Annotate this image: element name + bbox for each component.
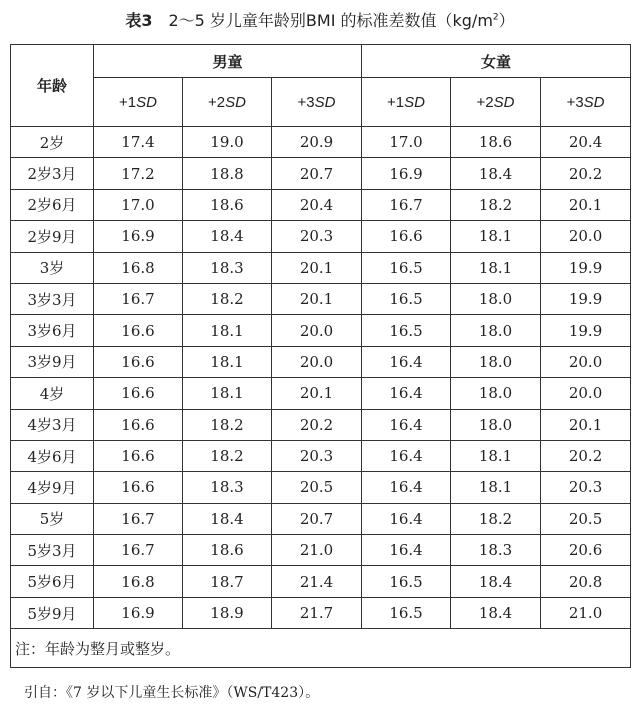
boys-header: 男童 xyxy=(94,45,362,78)
value-cell: 20.1 xyxy=(272,378,362,409)
value-cell: 20.5 xyxy=(541,503,631,534)
age-cell: 5岁3月 xyxy=(11,535,94,566)
value-cell: 16.6 xyxy=(362,221,451,252)
value-cell: 18.3 xyxy=(183,472,272,503)
sd-header: +2SD xyxy=(451,78,541,127)
value-cell: 16.6 xyxy=(94,315,183,346)
value-cell: 20.1 xyxy=(272,283,362,314)
value-cell: 20.2 xyxy=(272,409,362,440)
value-cell: 20.9 xyxy=(272,127,362,158)
age-cell: 5岁6月 xyxy=(11,566,94,597)
table-title xyxy=(0,8,640,31)
value-cell: 19.9 xyxy=(541,315,631,346)
table-row xyxy=(11,252,631,283)
table-row xyxy=(11,597,631,628)
age-cell: 5岁 xyxy=(11,503,94,534)
value-cell: 18.3 xyxy=(451,535,541,566)
value-cell: 20.3 xyxy=(272,221,362,252)
table-number: 表3 xyxy=(125,11,153,30)
value-cell: 16.8 xyxy=(94,566,183,597)
value-cell: 18.0 xyxy=(451,283,541,314)
source-citation: 引自：《7 岁以下儿童生长标准》（WS/T423）。 xyxy=(24,685,320,701)
value-cell: 16.5 xyxy=(362,252,451,283)
value-cell: 16.5 xyxy=(362,566,451,597)
girls-header: 女童 xyxy=(362,45,631,78)
value-cell: 19.0 xyxy=(183,127,272,158)
sd-header: +1SD xyxy=(362,78,451,127)
sd-header: +3SD xyxy=(541,78,631,127)
value-cell: 16.6 xyxy=(94,378,183,409)
value-cell: 16.4 xyxy=(362,378,451,409)
table-row xyxy=(11,566,631,597)
value-cell: 20.8 xyxy=(541,566,631,597)
value-cell: 20.6 xyxy=(541,535,631,566)
value-cell: 20.1 xyxy=(541,189,631,220)
value-cell: 17.2 xyxy=(94,158,183,189)
value-cell: 18.1 xyxy=(451,440,541,471)
value-cell: 20.2 xyxy=(541,158,631,189)
age-cell: 2岁9月 xyxy=(11,221,94,252)
value-cell: 20.0 xyxy=(272,346,362,377)
bmi-table xyxy=(10,44,631,668)
value-cell: 16.6 xyxy=(94,409,183,440)
value-cell: 20.1 xyxy=(272,252,362,283)
value-cell: 18.4 xyxy=(183,503,272,534)
value-cell: 20.3 xyxy=(541,472,631,503)
value-cell: 18.1 xyxy=(451,252,541,283)
value-cell: 21.7 xyxy=(272,597,362,628)
value-cell: 18.0 xyxy=(451,346,541,377)
value-cell: 18.6 xyxy=(183,535,272,566)
value-cell: 18.0 xyxy=(451,315,541,346)
age-cell: 5岁9月 xyxy=(11,597,94,628)
value-cell: 18.9 xyxy=(183,597,272,628)
age-cell: 2岁3月 xyxy=(11,158,94,189)
age-cell: 3岁6月 xyxy=(11,315,94,346)
value-cell: 20.7 xyxy=(272,503,362,534)
value-cell: 16.4 xyxy=(362,535,451,566)
value-cell: 16.7 xyxy=(94,503,183,534)
value-cell: 18.4 xyxy=(451,597,541,628)
table-row xyxy=(11,409,631,440)
value-cell: 19.9 xyxy=(541,252,631,283)
table-row xyxy=(11,503,631,534)
value-cell: 18.0 xyxy=(451,409,541,440)
value-cell: 16.9 xyxy=(94,221,183,252)
table-row xyxy=(11,283,631,314)
value-cell: 16.8 xyxy=(94,252,183,283)
table-row xyxy=(11,158,631,189)
table-row xyxy=(11,535,631,566)
value-cell: 17.4 xyxy=(94,127,183,158)
value-cell: 16.4 xyxy=(362,472,451,503)
value-cell: 20.4 xyxy=(541,127,631,158)
value-cell: 19.9 xyxy=(541,283,631,314)
value-cell: 18.4 xyxy=(451,566,541,597)
title-superscript: 2 xyxy=(492,12,499,23)
value-cell: 16.5 xyxy=(362,283,451,314)
value-cell: 16.7 xyxy=(94,535,183,566)
value-cell: 17.0 xyxy=(362,127,451,158)
value-cell: 20.5 xyxy=(272,472,362,503)
value-cell: 16.6 xyxy=(94,346,183,377)
age-cell: 3岁9月 xyxy=(11,346,94,377)
value-cell: 18.1 xyxy=(183,315,272,346)
value-cell: 18.6 xyxy=(183,189,272,220)
value-cell: 18.2 xyxy=(183,440,272,471)
value-cell: 16.4 xyxy=(362,503,451,534)
value-cell: 18.8 xyxy=(183,158,272,189)
value-cell: 18.2 xyxy=(183,409,272,440)
value-cell: 20.0 xyxy=(272,315,362,346)
table-row xyxy=(11,472,631,503)
value-cell: 17.0 xyxy=(94,189,183,220)
value-cell: 16.4 xyxy=(362,440,451,471)
table-row xyxy=(11,221,631,252)
value-cell: 18.2 xyxy=(451,189,541,220)
age-cell: 4岁 xyxy=(11,378,94,409)
value-cell: 18.7 xyxy=(183,566,272,597)
value-cell: 20.0 xyxy=(541,221,631,252)
value-cell: 20.4 xyxy=(272,189,362,220)
value-cell: 18.4 xyxy=(183,221,272,252)
value-cell: 18.2 xyxy=(451,503,541,534)
value-cell: 16.6 xyxy=(94,472,183,503)
table-row xyxy=(11,440,631,471)
value-cell: 18.1 xyxy=(183,346,272,377)
value-cell: 18.3 xyxy=(183,252,272,283)
value-cell: 21.4 xyxy=(272,566,362,597)
age-cell: 3岁3月 xyxy=(11,283,94,314)
table-row xyxy=(11,378,631,409)
age-cell: 3岁 xyxy=(11,252,94,283)
value-cell: 16.4 xyxy=(362,409,451,440)
age-cell: 2岁 xyxy=(11,127,94,158)
value-cell: 20.7 xyxy=(272,158,362,189)
table-row xyxy=(11,346,631,377)
sd-header: +3SD xyxy=(272,78,362,127)
value-cell: 18.1 xyxy=(451,472,541,503)
value-cell: 20.0 xyxy=(541,346,631,377)
value-cell: 21.0 xyxy=(272,535,362,566)
age-cell: 4岁6月 xyxy=(11,440,94,471)
value-cell: 18.4 xyxy=(451,158,541,189)
value-cell: 18.1 xyxy=(451,221,541,252)
title-text: 2～5 岁儿童年龄别BMI 的标准差数值（kg/m xyxy=(168,11,493,30)
value-cell: 21.0 xyxy=(541,597,631,628)
value-cell: 16.7 xyxy=(362,189,451,220)
value-cell: 16.5 xyxy=(362,315,451,346)
value-cell: 16.9 xyxy=(94,597,183,628)
age-cell: 4岁3月 xyxy=(11,409,94,440)
value-cell: 18.6 xyxy=(451,127,541,158)
table-note: 注：年龄为整月或整岁。 xyxy=(11,629,631,668)
value-cell: 18.0 xyxy=(451,378,541,409)
sd-header: +2SD xyxy=(183,78,272,127)
sd-header: +1SD xyxy=(94,78,183,127)
value-cell: 18.1 xyxy=(183,378,272,409)
value-cell: 16.9 xyxy=(362,158,451,189)
value-cell: 20.3 xyxy=(272,440,362,471)
value-cell: 18.2 xyxy=(183,283,272,314)
value-cell: 16.7 xyxy=(94,283,183,314)
age-cell: 2岁6月 xyxy=(11,189,94,220)
value-cell: 16.5 xyxy=(362,597,451,628)
age-cell: 4岁9月 xyxy=(11,472,94,503)
value-cell: 20.2 xyxy=(541,440,631,471)
table-row xyxy=(11,127,631,158)
value-cell: 16.4 xyxy=(362,346,451,377)
table-row xyxy=(11,315,631,346)
age-header: 年龄 xyxy=(11,45,94,127)
value-cell: 16.6 xyxy=(94,440,183,471)
value-cell: 20.0 xyxy=(541,378,631,409)
value-cell: 20.1 xyxy=(541,409,631,440)
table-row xyxy=(11,189,631,220)
title-end: ） xyxy=(498,11,515,30)
